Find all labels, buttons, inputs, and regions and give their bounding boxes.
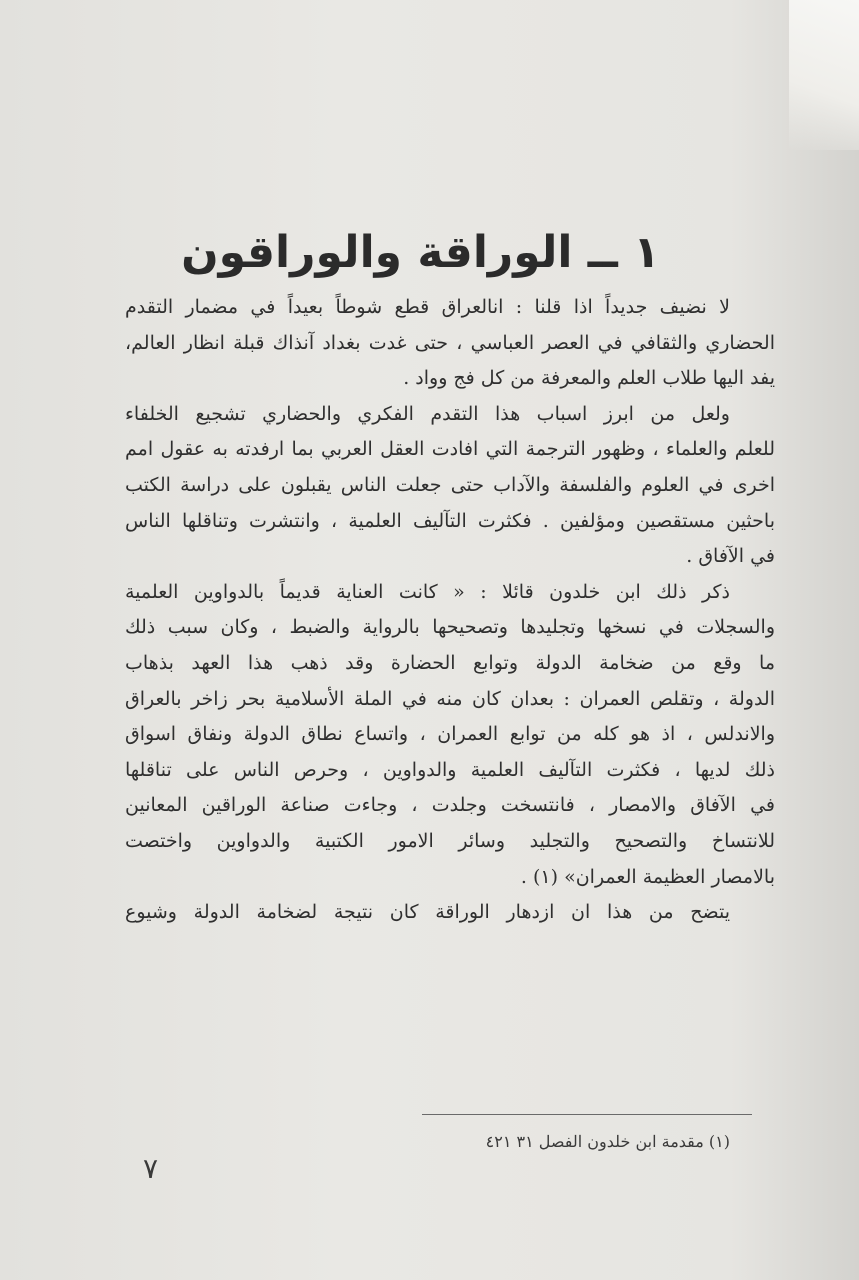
text-line: الحضاري والثقافي في العصر العباسي ، حتى غدت بغداد آنذاك قبلة انظار العالم، bbox=[125, 331, 775, 354]
body-text bbox=[125, 290, 775, 931]
text-line: باحثين مستقصين ومؤلفين . فكثرت التآليف العلمية ، وانتشرت وتناقلها الناس bbox=[125, 509, 775, 532]
footnote-divider bbox=[422, 1114, 752, 1115]
page-corner bbox=[789, 0, 859, 150]
chapter-title: ١ ــ الوراقة والوراقون bbox=[181, 227, 660, 278]
footnote: (١) مقدمة ابن خلدون الفصل ٣١ ٤٢١ bbox=[485, 1132, 730, 1151]
text-line: للعلم والعلماء ، وظهور الترجمة التي افادت العقل العربي بما ارفدته به عقول امم bbox=[125, 438, 775, 461]
text-line: اخرى في العلوم والفلسفة والآداب حتى جعلت الناس يقبلون على دراسة الكتب bbox=[125, 473, 775, 496]
text-line: بالامصار العظيمة العمران» (١) . bbox=[520, 865, 775, 888]
text-line: ذكر ذلك ابن خلدون قائلا : « كانت العناية قديماً بالدواوين العلمية bbox=[125, 580, 730, 603]
text-line: ذلك لديها ، فكثرت التآليف العلمية والدواوين ، وحرص الناس على تناقلها bbox=[125, 758, 775, 781]
text-line: ولعل من ابرز اسباب هذا التقدم الفكري والحضاري تشجيع الخلفاء bbox=[125, 402, 730, 425]
page-number: ٧ bbox=[143, 1152, 159, 1185]
text-line: ما وقع من ضخامة الدولة وتوابع الحضارة وقد ذهب هذا العهد بذهاب bbox=[125, 651, 775, 674]
text-line: يفد اليها طلاب العلم والمعرفة من كل فج وواد . bbox=[403, 367, 775, 390]
text-line: والسجلات في نسخها وتجليدها وتصحيحها بالرواية والضبط ، وكان سبب ذلك bbox=[125, 616, 775, 639]
text-line: للانتساخ والتصحيح والتجليد وسائر الامور الكتبية والدواوين واختصت bbox=[125, 829, 775, 852]
text-line: في الآفاق والامصار ، فانتسخت وجلدت ، وجاءت صناعة الوراقين المعانين bbox=[125, 794, 775, 817]
text-line: لا نضيف جديداً اذا قلنا : انالعراق قطع شوطاً بعيداً في مضمار التقدم bbox=[125, 296, 730, 318]
text-line: في الآفاق . bbox=[686, 545, 775, 568]
text-line: والاندلس ، اذ هو كله من توابع العمران ، واتساع نطاق الدولة ونفاق اسواق bbox=[125, 723, 775, 746]
text-line: يتضح من هذا ان ازدهار الوراقة كان نتيجة لضخامة الدولة وشيوع bbox=[125, 901, 730, 924]
text-line: الدولة ، وتقلص العمران : بعدان كان منه في الملة الأسلامية بحر زاخر بالعراق bbox=[125, 687, 775, 710]
